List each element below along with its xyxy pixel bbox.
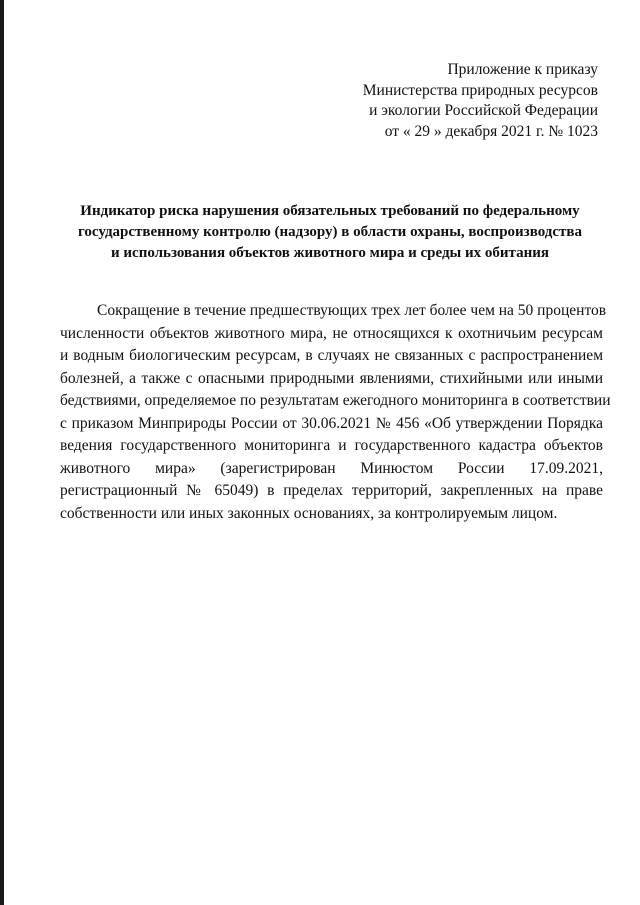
body-line: численности объектов животного мира, не относящихся к охотничьим ресурсам	[60, 324, 603, 342]
appendix-header	[298, 60, 598, 142]
header-line: от « 29 » декабря 2021 г. № 1023	[384, 122, 598, 140]
scan-edge	[0, 0, 4, 905]
body-line: бедствиями, определяемое по результатам ежегодного мониторинга в соответствии	[60, 392, 611, 409]
body-line: регистрационный № 65049) в пределах территорий, закрепленных на праве	[60, 482, 603, 499]
body-paragraph	[60, 300, 611, 525]
body-line: Сокращение в течение предшествующих трех лет более чем на 50 процентов	[97, 302, 607, 319]
body-line: животного мира» (зарегистрирован Минюстом России 17.09.2021,	[60, 459, 603, 477]
body-line: болезней, а также с опасными природными явлениями, стихийными или иными	[60, 369, 603, 387]
document-title	[60, 201, 600, 264]
body-line: ведения государственного мониторинга и государственного кадастра объектов	[60, 437, 603, 454]
title-line: и использования объектов животного мира и среды их обитания	[111, 245, 549, 261]
header-line: и экологии Российской Федерации	[369, 102, 598, 119]
body-line: с приказом Минприроды России от 30.06.2021 № 456 «Об утверждении Порядка	[60, 414, 603, 432]
title-line: государственному контролю (надзору) в области охраны, воспроизводства	[77, 224, 582, 240]
header-line: Министерства природных ресурсов	[362, 81, 598, 99]
body-line: собственности или иных законных основаниях, за контролируемым лицом.	[60, 504, 558, 522]
header-line: Приложение к приказу	[447, 61, 598, 78]
body-line: и водным биологическим ресурсам, в случаях не связанных с распространением	[60, 347, 603, 364]
title-line: Индикатор риска нарушения обязательных требований по федеральному	[80, 203, 580, 219]
